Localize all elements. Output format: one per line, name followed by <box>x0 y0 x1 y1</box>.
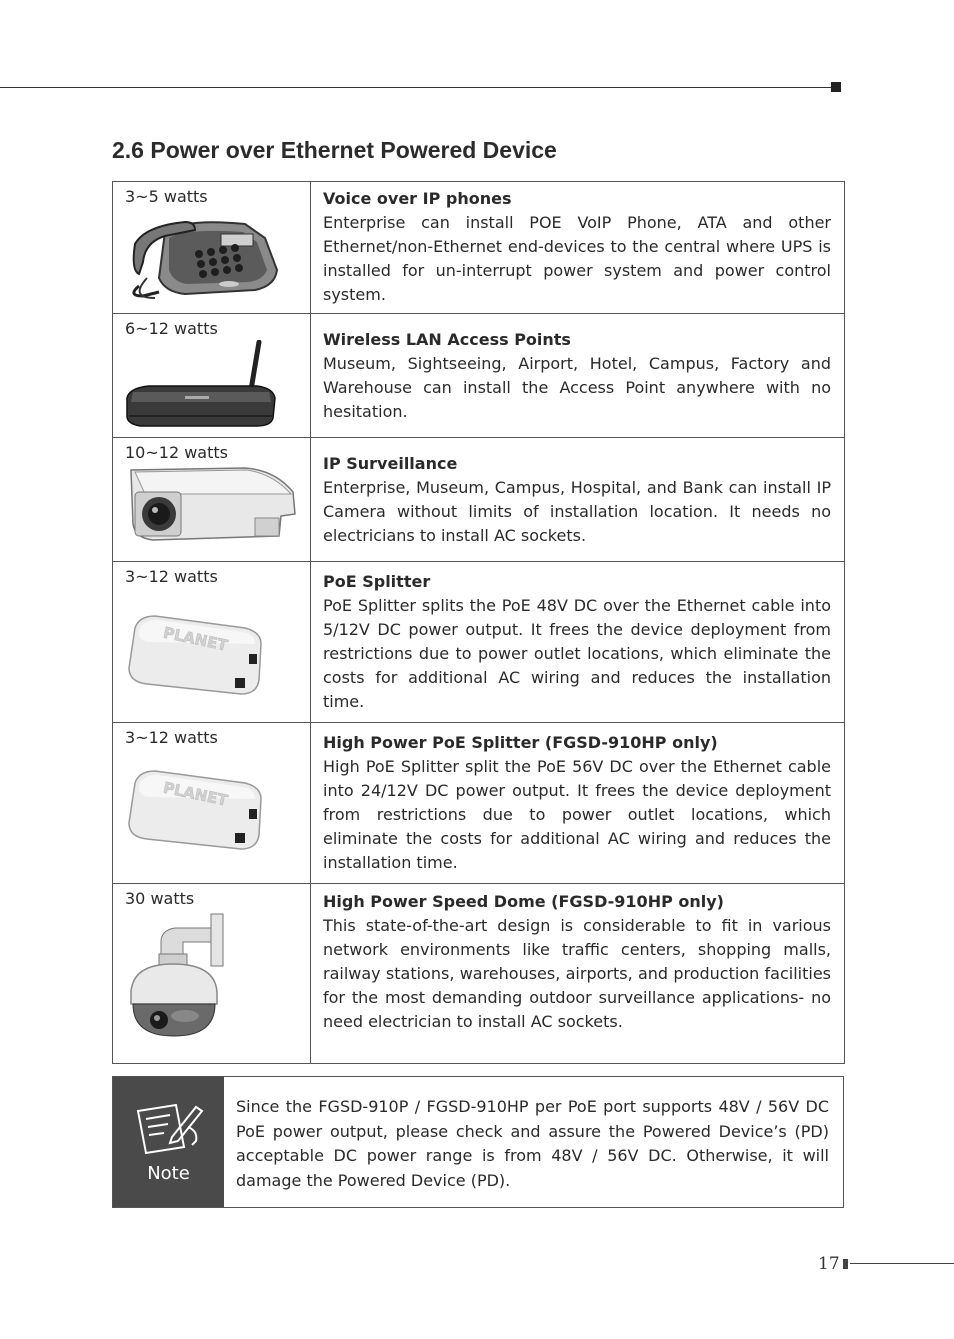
watts-label: 3~12 watts <box>125 567 218 586</box>
description-cell <box>311 438 845 562</box>
watts-label: 6~12 watts <box>125 319 218 338</box>
poe-splitter-image <box>125 604 265 704</box>
watts-cell <box>113 314 311 438</box>
device-title: Voice over IP phones <box>323 189 512 208</box>
description-cell <box>311 723 845 884</box>
watts-label: 3~12 watts <box>125 728 218 747</box>
bottom-rule <box>850 1263 954 1264</box>
splitter-logo-text: PLANET <box>161 778 230 810</box>
speed-dome-camera-image <box>125 912 230 1040</box>
ip-camera-image <box>125 464 297 546</box>
description-cell <box>311 182 845 314</box>
splitter-logo-text: PLANET <box>161 623 230 655</box>
wireless-access-point-image <box>125 340 280 430</box>
note-sidebar <box>113 1077 224 1207</box>
high-power-poe-splitter-image <box>125 759 265 859</box>
device-description: This state-of-the-art design is considerable to fit in various network environments like traffic centers, shopping malls, railway stations, warehouses, airports, and production facilities for the most demanding outdoor surveillance applications- no need electrician to install AC sockets. <box>323 916 831 1031</box>
description-cell <box>311 314 845 438</box>
powered-device-table <box>112 181 845 1064</box>
table-row <box>113 884 845 1064</box>
section-heading: 2.6 Power over Ethernet Powered Device <box>112 137 557 163</box>
device-title: IP Surveillance <box>323 454 458 473</box>
device-description: High PoE Splitter split the PoE 56V DC over the Ethernet cable into 24/12V DC power output. It frees the device deployment from restrictions due to power outlet locations, which eliminate the costs for additional AC wiring and reduces the installation time. <box>323 757 831 872</box>
device-title: PoE Splitter <box>323 572 431 591</box>
description-cell <box>311 562 845 723</box>
device-description: Enterprise, Museum, Campus, Hospital, and Bank can install IP Camera without limits of installation location. It needs no electricians to install AC sockets. <box>323 478 831 545</box>
note-text: Since the FGSD-910P / FGSD-910HP per PoE port supports 48V / 56V DC PoE power output, please check and assure the Powered Device’s (PD) acceptable DC power range is from 48V / 56V DC. Otherwise, it will damage the Powered Device (PD). <box>236 1097 829 1190</box>
table-row <box>113 182 845 314</box>
device-title: High Power Speed Dome (FGSD-910HP only) <box>323 892 724 911</box>
device-description: Museum, Sightseeing, Airport, Hotel, Campus, Factory and Warehouse can install the Access Point anywhere with no hesitation. <box>323 354 831 421</box>
note-label: Note <box>147 1162 190 1184</box>
page-number-tick <box>843 1259 848 1269</box>
page-number: 17 <box>818 1254 840 1274</box>
note-pencil-icon <box>132 1101 206 1157</box>
watts-cell <box>113 723 311 884</box>
device-title: Wireless LAN Access Points <box>323 330 571 349</box>
top-square-marker <box>831 82 841 92</box>
watts-label: 10~12 watts <box>125 443 228 462</box>
table-row <box>113 723 845 884</box>
watts-label: 30 watts <box>125 889 195 908</box>
table-row <box>113 562 845 723</box>
table-row <box>113 438 845 562</box>
watts-cell <box>113 182 311 314</box>
top-rule <box>0 87 832 88</box>
device-description: PoE Splitter splits the PoE 48V DC over the Ethernet cable into 5/12V DC power output. It frees the device deployment from restrictions due to power outlet locations, which eliminate the costs for additional AC wiring and reduces the installation time. <box>323 596 831 711</box>
device-description: Enterprise can install POE VoIP Phone, ATA and other Ethernet/non-Ethernet end-devices to the central where UPS is installed for un-interrupt power system and power control system. <box>323 213 831 304</box>
watts-cell <box>113 884 311 1064</box>
watts-label: 3~5 watts <box>125 187 208 206</box>
description-cell <box>311 884 845 1064</box>
device-title: High Power PoE Splitter (FGSD-910HP only) <box>323 733 718 752</box>
voip-phone-image <box>125 208 280 304</box>
watts-cell <box>113 562 311 723</box>
note-box <box>112 1076 844 1208</box>
table-row <box>113 314 845 438</box>
watts-cell <box>113 438 311 562</box>
